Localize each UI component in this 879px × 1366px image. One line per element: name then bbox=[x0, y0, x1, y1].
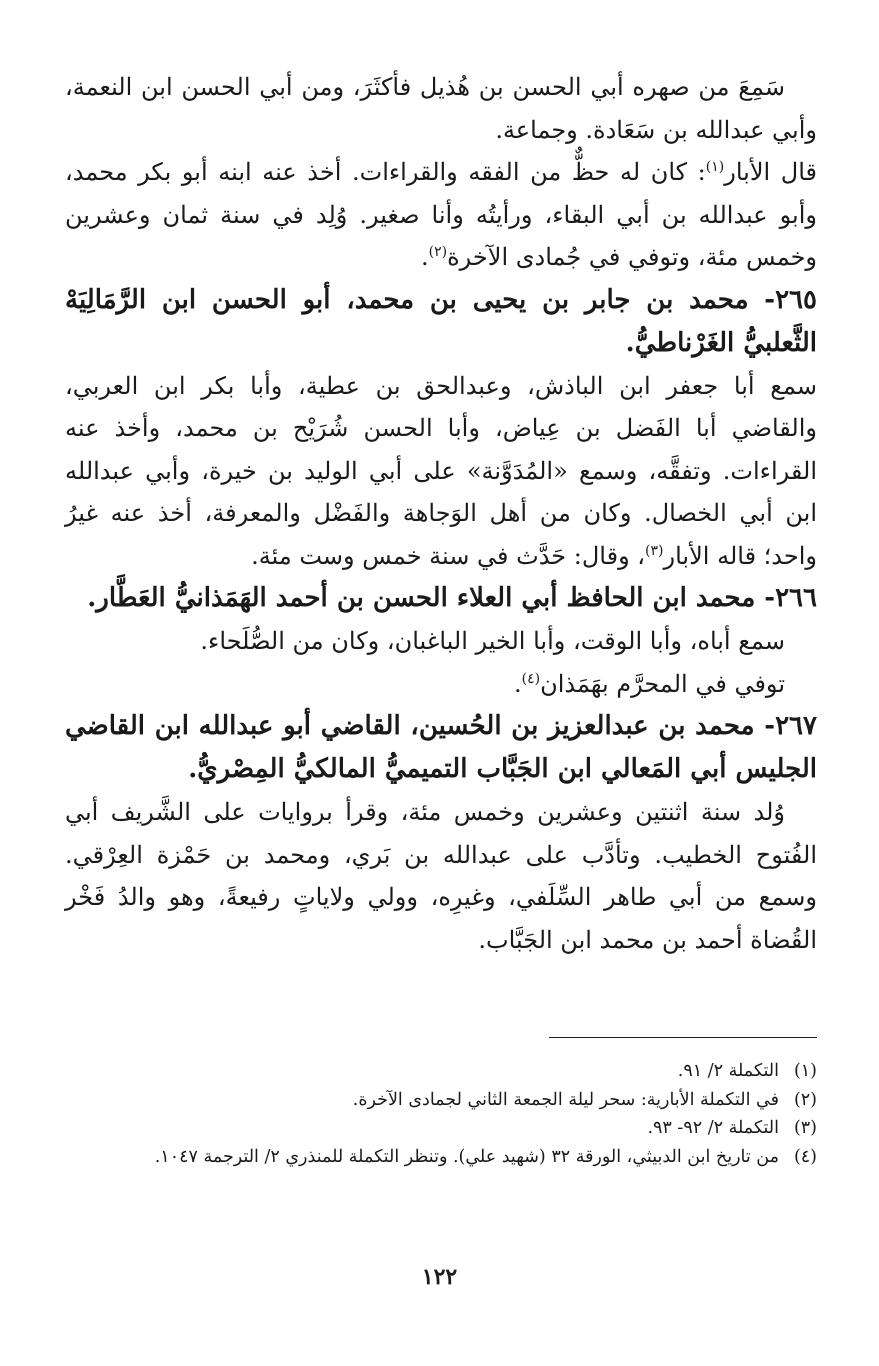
footnote-number: (١) bbox=[793, 1061, 817, 1081]
footnote-1 bbox=[65, 1057, 817, 1086]
footnote-ref-4[interactable]: (٤) bbox=[521, 670, 541, 687]
footnote-ref-1[interactable]: (١) bbox=[705, 159, 725, 175]
footnote-number: (٣) bbox=[793, 1118, 817, 1138]
footnotes bbox=[65, 1057, 817, 1171]
paragraph-3: سمع أبا جعفر ابن الباذش، وعبدالحق بن عطية، وأبا بكر ابن العربي، والقاضي أبا الفَضل بن عِياض، وأبا الحسن شُرَيْح بن محمد، وأخذ عنه القراءات. وتفقَّه، وسمع «المُدَوَّنة» على أبي الوليد بن خيرة، وأبي عبدالله ابن أبي الخصال. وكان من أهل الوَجاهة والفَضْل والمعرفة، أخذ عنه غيرُ واحد؛ قاله الأبار$^{(٣)}$، وقال: حَدَّث في سنة خمس وست مئة. bbox=[65, 371, 817, 570]
footnote-4 bbox=[65, 1143, 817, 1172]
paragraph-1: سَمِعَ من صهره أبي الحسن بن هُذيل فأكثَرَ، ومن أبي الحسن ابن النعمة، وأبي عبدالله بن سَعَادة. وجماعة. bbox=[65, 73, 817, 144]
page-number: ١٢٢ bbox=[421, 1264, 458, 1290]
footnote-text: التكملة ٢/ ٩١. bbox=[677, 1061, 779, 1081]
footnote-text: التكملة ٢/ ٩٢- ٩٣. bbox=[647, 1118, 779, 1138]
main-text bbox=[65, 66, 817, 961]
footnote-ref-3[interactable]: (٣) bbox=[645, 542, 664, 559]
entry-heading-266: ٢٦٦- محمد ابن الحافظ أبي العلاء الحسن بن أحمد الهَمَذانيُّ العَطَّار. bbox=[87, 583, 817, 613]
paragraph-2: قال الأبار$^{(١)}$: كان له حظٌّ من الفقه والقراءات. أخذ عنه ابنه أبو بكر محمد، وأبو عبدالله بن أبي البقاء، ورأيتُه وأنا صغير. وُلِد في سنة ثمان وعشرين وخمس مئة، وتوفي في جُمادى الآخرة$^{(٢)}$. bbox=[65, 158, 817, 271]
footnote-separator bbox=[549, 1037, 817, 1038]
footnote-ref-2[interactable]: (٢) bbox=[428, 244, 448, 260]
entry-heading-265: ٢٦٥- محمد بن جابر بن يحيى بن محمد، أبو الحسن ابن الرَّمَالِيَهْ الثَّعلبيُّ الغَرْناطيُّ. bbox=[65, 284, 817, 358]
entry-heading-267: ٢٦٧- محمد بن عبدالعزيز بن الحُسين، القاضي أبو عبدالله ابن القاضي الجليس أبي المَعالي ابن الجَبَّاب التميميُّ المالكيُّ المِصْريُّ. bbox=[65, 711, 817, 784]
footnote-text: في التكملة الأبارية: سحر ليلة الجمعة الثاني لجمادى الآخرة. bbox=[352, 1089, 779, 1110]
footnote-text: من تاريخ ابن الدبيثي، الورقة ٣٢ (شهيد علي). وتنظر التكملة للمنذري ٢/ الترجمة ١٠٤٧. bbox=[154, 1146, 779, 1167]
footnote-3 bbox=[65, 1114, 817, 1143]
paragraph-6: وُلد سنة اثنتين وعشرين وخمس مئة، وقرأ بروايات على الشَّريف أبي الفُتوح الخطيب. وتأدَّب على عبدالله بن بَري، ومحمد بن حَمْزة العِرْقي. وسمع من أبي طاهر السِّلَفي، وغيرِه، وولي ولاياتٍ رفيعةً، وهو والدُ فَخْر القُضاة أحمد بن محمد ابن الجَبَّاب. bbox=[65, 798, 817, 954]
footnote-number: (٤) bbox=[793, 1146, 817, 1167]
paragraph-4: سمع أباه، وأبا الوقت، وأبا الخير الباغبان، وكان من الصُّلَحاء. bbox=[200, 627, 785, 655]
footnote-number: (٢) bbox=[793, 1089, 817, 1110]
footnote-2 bbox=[65, 1086, 817, 1115]
paragraph-5: توفي في المحرَّم بهَمَذان$^{(٤)}$. bbox=[514, 669, 785, 698]
